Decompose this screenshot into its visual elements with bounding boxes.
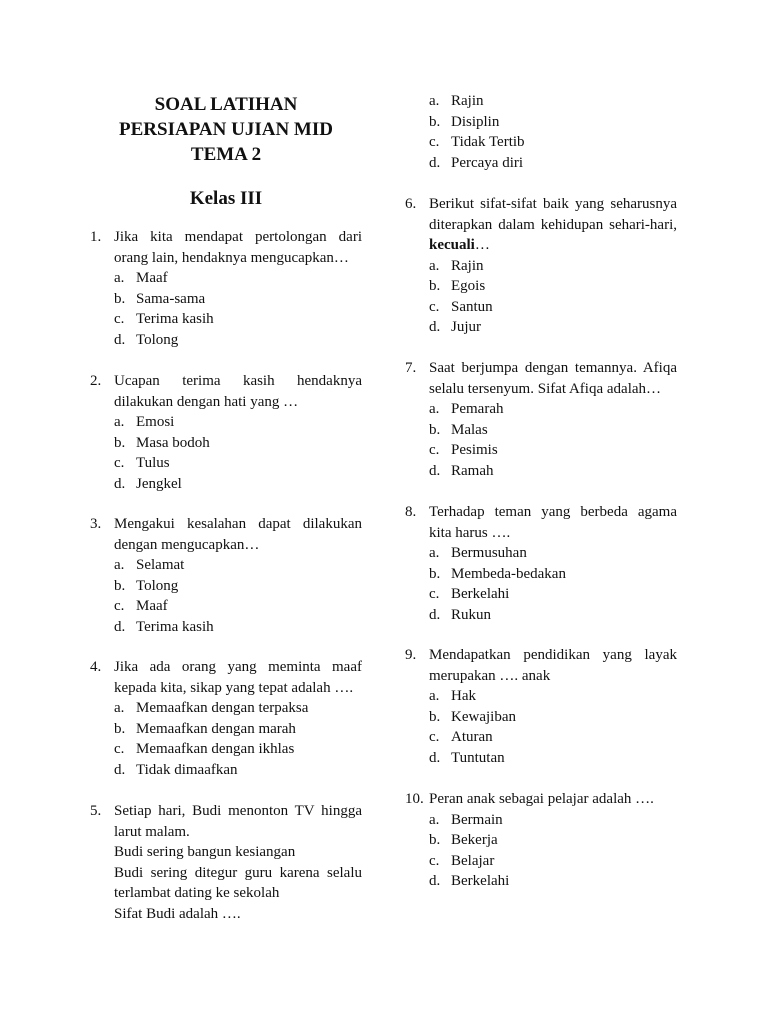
question-text: Ucapan terima kasih hendaknya dilakukan dengan hati yang … xyxy=(114,373,362,410)
option-list xyxy=(429,686,677,768)
question-text: Jika ada orang yang meminta maaf kepada kita, sikap yang tepat adalah …. xyxy=(114,659,362,696)
question-number: 7. xyxy=(405,360,417,376)
option-a: a. Maaf xyxy=(114,270,168,286)
option-c: c. Tulus xyxy=(114,455,170,471)
option-list xyxy=(429,543,677,625)
question-4 xyxy=(90,657,362,780)
option-b: b. Bekerja xyxy=(429,832,498,848)
question-1 xyxy=(90,227,362,350)
option-b: b. Malas xyxy=(429,421,488,438)
option-b: b. Membeda-bedakan xyxy=(429,565,566,582)
option-b: b. Disiplin xyxy=(429,113,500,130)
option-a: a. Selamat xyxy=(114,557,185,573)
question-number: 4. xyxy=(90,659,102,675)
option-list xyxy=(114,412,362,494)
question-number: 2. xyxy=(90,373,102,389)
option-d: d. Tidak dimaafkan xyxy=(114,761,238,778)
question-text: Saat berjumpa dengan temannya. Afiqa selalu tersenyum. Sifat Afiqa adalah… xyxy=(429,360,677,397)
document-title xyxy=(90,92,362,167)
question-8 xyxy=(405,502,677,625)
question-line: Sifat Budi adalah …. xyxy=(114,905,241,922)
option-c: c. Tidak Tertib xyxy=(429,134,525,150)
option-list xyxy=(114,555,362,637)
question-text: Berikut sifat-sifat baik yang seharusnya diterapkan dalam kehidupan sehari-hari, kecuali… xyxy=(429,196,677,253)
question-number: 1. xyxy=(90,229,102,245)
option-a: a. Bermusuhan xyxy=(429,545,527,561)
title-line-2: PERSIAPAN UJIAN MID xyxy=(119,119,333,140)
option-d: d. Percaya diri xyxy=(429,154,524,171)
option-list xyxy=(429,399,677,481)
option-a: a. Pemarah xyxy=(429,401,504,417)
question-line: Budi sering ditegur guru karena selalu terlambat dating ke sekolah xyxy=(114,864,362,901)
question-2 xyxy=(90,371,362,494)
option-d: d. Ramah xyxy=(429,462,494,479)
option-d: d. Jengkel xyxy=(114,475,182,492)
question-10 xyxy=(405,789,677,892)
question-9 xyxy=(405,645,677,768)
option-d: d. Berkelahi xyxy=(429,873,510,889)
option-list xyxy=(429,91,677,173)
option-list xyxy=(114,268,362,350)
option-list xyxy=(429,256,677,338)
option-a: a. Bermain xyxy=(429,811,503,828)
question-text: Terhadap teman yang berbeda agama kita harus …. xyxy=(429,504,677,541)
title-line-1: SOAL LATIHAN xyxy=(154,94,298,115)
option-c: c. Belajar xyxy=(429,852,495,869)
option-a: a. Emosi xyxy=(114,414,175,430)
question-6 xyxy=(405,194,677,338)
question-3 xyxy=(90,514,362,637)
question-number: 10. xyxy=(405,791,424,807)
option-list xyxy=(114,698,362,780)
question-number: 5. xyxy=(90,803,102,819)
question-line: Setiap hari, Budi menonton TV hingga larut malam. xyxy=(114,803,362,840)
option-c: c. Memaafkan dengan ikhlas xyxy=(114,741,295,757)
option-d: d. Rukun xyxy=(429,606,492,623)
question-text: Jika kita mendapat pertolongan dari orang lain, hendaknya mengucapkan… xyxy=(114,229,362,266)
title-line-3: TEMA 2 xyxy=(190,144,262,165)
question-text: Peran anak sebagai pelajar adalah …. xyxy=(429,791,654,807)
question-number: 9. xyxy=(405,647,417,663)
option-a: a. Rajin xyxy=(429,257,484,274)
question-text: Mendapatkan pendidikan yang layak merupakan …. anak xyxy=(429,647,677,684)
option-d: d. Tolong xyxy=(114,331,179,348)
option-b: b. Masa bodoh xyxy=(114,434,210,451)
option-b: b. Memaafkan dengan marah xyxy=(114,720,296,737)
option-c: c. Santun xyxy=(429,298,493,315)
option-c: c. Pesimis xyxy=(429,442,498,458)
question-text: Mengakui kesalahan dapat dilakukan dengan mengucapkan… xyxy=(114,516,362,553)
option-a: a. Hak xyxy=(429,688,476,704)
option-a: a. Rajin xyxy=(429,93,484,109)
option-b: b. Egois xyxy=(429,278,486,294)
question-5 xyxy=(90,801,362,924)
option-c: c. Aturan xyxy=(429,729,493,745)
question-number: 6. xyxy=(405,196,417,212)
option-c: c. Berkelahi xyxy=(429,586,510,602)
option-d: d. Jujur xyxy=(429,319,481,335)
option-b: b. Tolong xyxy=(114,577,179,594)
option-d: d. Terima kasih xyxy=(114,618,214,635)
question-number: 3. xyxy=(90,516,102,532)
option-c: c. Terima kasih xyxy=(114,311,214,327)
option-d: d. Tuntutan xyxy=(429,749,505,766)
class-heading: Kelas III xyxy=(189,188,263,209)
question-keyword: kecuali xyxy=(429,237,475,253)
question-line: Budi sering bangun kesiangan xyxy=(114,844,296,860)
question-5-options xyxy=(429,91,677,173)
option-b: b. Sama-sama xyxy=(114,290,206,307)
question-number: 8. xyxy=(405,504,417,520)
option-a: a. Memaafkan dengan terpaksa xyxy=(114,700,309,716)
option-c: c. Maaf xyxy=(114,598,168,614)
question-7 xyxy=(405,358,677,481)
question-text xyxy=(114,801,362,924)
option-b: b. Kewajiban xyxy=(429,708,516,725)
option-list xyxy=(429,810,677,892)
